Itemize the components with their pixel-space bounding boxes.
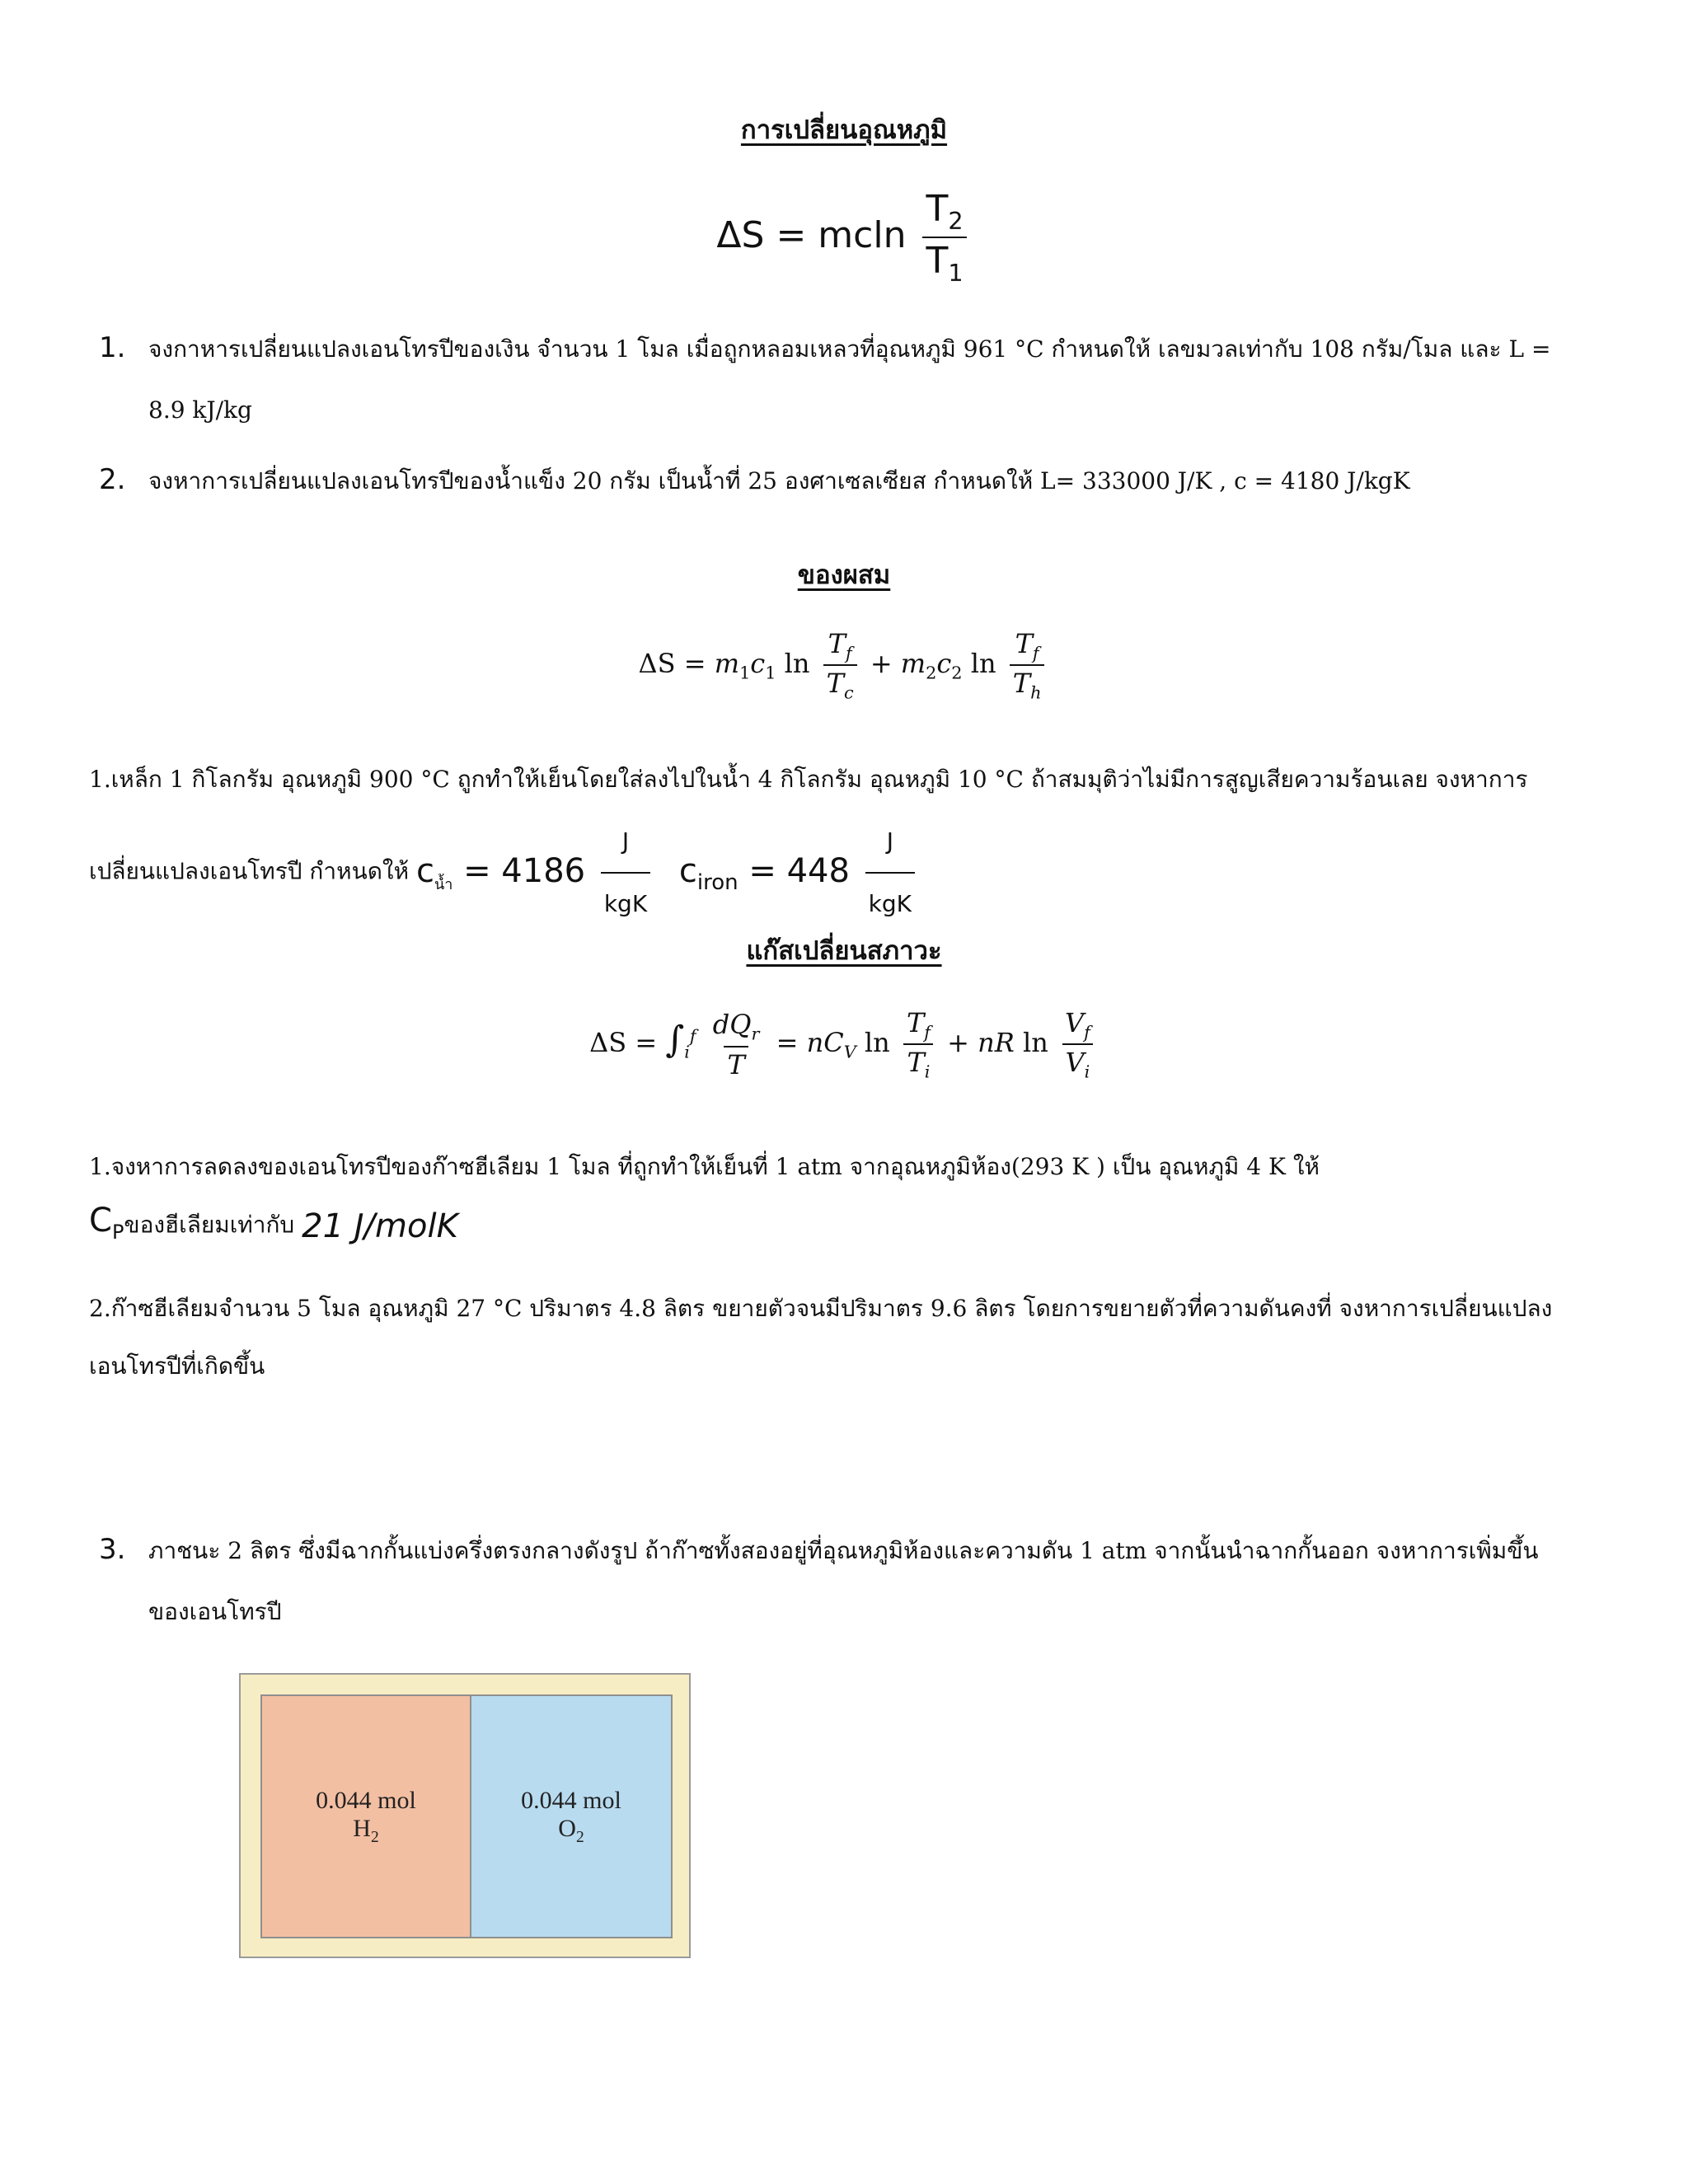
gas-question-1-line1: 1.จงหาการลดลงของเอนโทรปีของก๊าซฮีเลียม 1 โมล ที่ถูกทำให้เย็นที่ 1 atm จากอุณหภูมิห้อง(293 K ) เป็น อุณหภูมิ 4 K ให้: [89, 1153, 1320, 1180]
hydrogen-compartment: [260, 1694, 471, 1938]
given-label: เปลี่ยนแปลงเอนโทรปี กำหนดให้: [89, 857, 410, 885]
gas-question-2-line2: เอนโทรปีที่เกิดขึ้น: [89, 1352, 265, 1380]
gas-question-3-line2: ของเอนโทรปี: [148, 1598, 282, 1625]
cp-symbol: $C_P$: [89, 1202, 124, 1244]
formula-mixture-entropy: $\Delta S = m_1c_1$ ln $\frac{T_f}{T_c}$ + $m_2c_2$ ln $\frac{T_f}{T_h}$: [0, 628, 1688, 703]
oxygen-compartment: [470, 1694, 673, 1938]
oxygen-label: 0.044 mol $O_2$: [521, 1787, 621, 1846]
question-number-3: 3.: [99, 1533, 126, 1566]
c-water-expression: $c_{น้ำ} = 4186$ $\frac{J}{\text{kgK}}$: [416, 852, 666, 890]
question-1-line1: จงกาหารเปลี่ยนแปลงเอนโทรปีของเงิน จำนวน 1 โมล เมื่อถูกหลอมเหลวที่อุณหภูมิ 961 °C กำหนดให้ เลขมวลเท่ากับ 108 กรัม/โมล และ L =: [148, 335, 1551, 363]
question-1-line2: 8.9 kJ/kg: [148, 396, 252, 424]
formula-fraction: [922, 188, 966, 287]
hydrogen-label: 0.044 mol $H_2$: [316, 1787, 416, 1846]
formula-lhs: ΔS = mcln: [716, 213, 907, 256]
mixture-question-1-line1: 1.เหล็ก 1 กิโลกรัม อุณหภูมิ 900 °C ถูกทำให้เย็นโดยใส่ลงไปในน้ำ 4 กิโลกรัม อุณหภูมิ 10 °C ถ้าสมมุติว่าไม่มีการสูญเสียความร้อนเลย จงหาการ: [89, 766, 1528, 793]
question-number-2: 2.: [99, 463, 126, 496]
gas-question-3-line1: ภาชนะ 2 ลิตร ซึ่งมีฉากกั้นแบ่งครึ่งตรงกลางดังรูป ถ้าก๊าซทั้งสองอยู่ที่อุณหภูมิห้องและความดัน 1 atm จากนั้นนำฉากกั้นออก จงหาการเพิ่มขึ้น: [148, 1537, 1539, 1564]
gas-container-diagram: [239, 1673, 691, 1958]
formula-temperature-entropy: [0, 188, 1688, 287]
mixture-question-1-line2: [89, 813, 1606, 933]
formula-den: T: [926, 239, 949, 282]
formula-num: T: [926, 188, 949, 230]
formula-den-sub: 1: [948, 258, 964, 287]
gas-question-1-line2: [89, 1195, 1606, 1258]
question-number-1: 1.: [99, 331, 126, 364]
heading-gas-state-change: แก๊สเปลี่ยนสภาวะ: [746, 936, 942, 966]
formula-num-sub: 2: [948, 206, 964, 235]
gas-question-2-line1: 2.ก๊าซฮีเลียมจำนวน 5 โมล อุณหภูมิ 27 °C ปริมาตร 4.8 ลิตร ขยายตัวจนมีปริมาตร 9.6 ลิตร โดยการขยายตัวที่ความดันคงที่ จงหาการเปลี่ยนแปลง: [89, 1295, 1553, 1322]
cp-value: 21 J/molK: [302, 1207, 458, 1245]
question-2-line1: จงหาการเปลี่ยนแปลงเอนโทรปีของน้ำแข็ง 20 กรัม เป็นน้ำที่ 25 องศาเซลเซียส กำหนดให้ L= 333000 J/K , c = 4180 J/kgK: [148, 467, 1410, 494]
cp-text: ของฮีเลียมเท่ากับ: [124, 1211, 295, 1239]
c-iron-expression: $c_{iron} = 448$ $\frac{J}{\text{kgK}}$: [679, 852, 920, 890]
heading-mixture: ของผสม: [797, 560, 891, 590]
heading-temperature-change: การเปลี่ยนอุณหภูมิ: [740, 115, 948, 145]
formula-gas-entropy: $\Delta S = \int_i^f$ $\frac{dQ_r}{T}$ = $nC_V$ ln $\frac{T_f}{T_i}$ + nR ln $\frac{V_f}{V_i}$: [0, 1007, 1688, 1082]
